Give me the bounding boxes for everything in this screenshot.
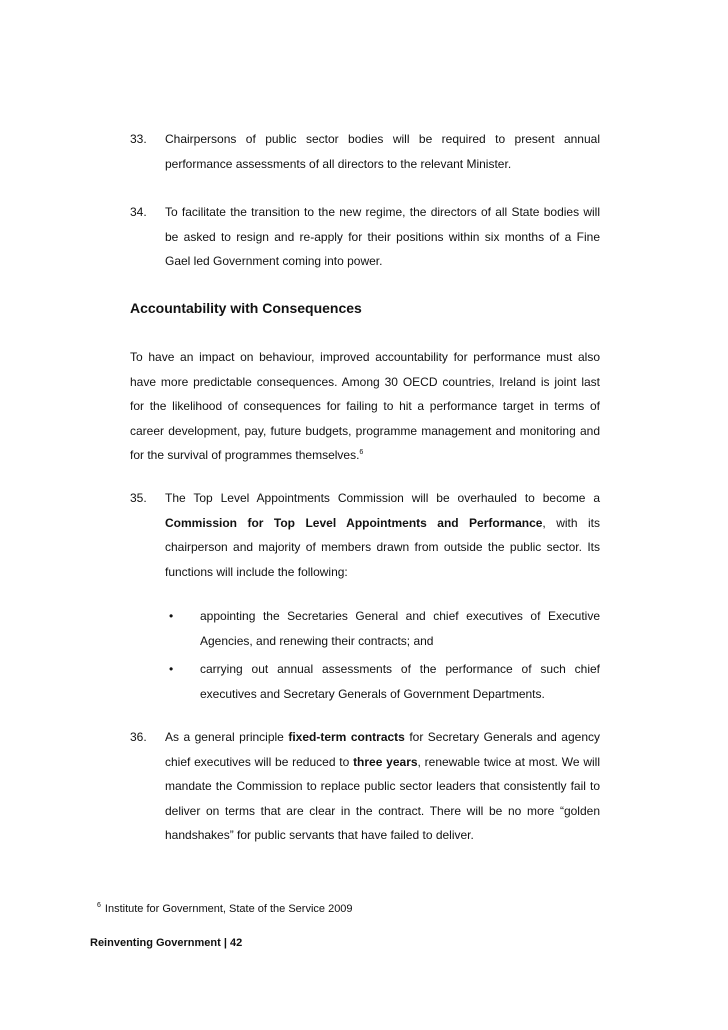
item-number: 34. [130, 205, 147, 219]
bullet-item [165, 604, 600, 653]
item-text [165, 725, 600, 848]
item-text-part: , renewable twice at most. We will mandate the Commission to replace public sector leaders that consistently fail to deliver on terms that are clear in the contract. There will be no more “golden handshakes” for public servants that have failed to deliver. [165, 754, 601, 842]
item-text [165, 486, 600, 584]
bullet-item [165, 657, 600, 706]
item-number: 35. [130, 491, 147, 505]
section-paragraph [130, 345, 600, 468]
item-text-part: , with its chairperson and majority of members drawn from outside the public sector. Its functions will include the following: [165, 515, 600, 579]
bullet-icon: • [169, 609, 174, 623]
item-34 [130, 200, 600, 274]
bullet-text: appointing the Secretaries General and chief executives of Executive Agencies, and renewing their contracts; and [200, 609, 600, 648]
item-text-part: The Top Level Appointments Commission will be overhauled to become a [165, 491, 600, 505]
item-text-part: As a general principle [165, 730, 289, 744]
item-36 [130, 725, 600, 848]
item-text: To facilitate the transition to the new regime, the directors of all State bodies will be asked to resign and re-apply for their positions within six months of a Fine Gael led Government coming into power. [165, 205, 600, 268]
bullet-text: carrying out annual assessments of the performance of such chief executives and Secretary Generals of Government Departments. [200, 662, 600, 701]
item-text: Chairpersons of public sector bodies will be required to present annual performance assessments of all directors to the relevant Minister. [165, 132, 600, 171]
item-35 [130, 486, 600, 584]
item-33 [130, 127, 600, 176]
footnote-number: 6 [97, 902, 101, 910]
bullet-list [165, 604, 600, 706]
bullet-icon: • [169, 662, 174, 676]
item-number: 36. [130, 730, 147, 744]
footnote-reference: 6 [359, 449, 364, 456]
commission-name: Commission for Top Level Appointments and Performance [165, 515, 543, 530]
item-number: 33. [130, 132, 147, 146]
footnote-text: Institute for Government, State of the Service 2009 [104, 903, 353, 915]
footnote [97, 903, 353, 915]
item-text-part: for Secretary Generals and agency chief executives will be reduced to [165, 730, 601, 769]
paragraph-text: To have an impact on behaviour, improved accountability for performance must also have more predictable consequences. Among 30 OECD countries, Ireland is joint last for the likelihood of consequences for failing to hit a performance target in terms of career development, pay, future budgets, programme management and monitoring and for the survival of programmes themselves. [130, 350, 600, 462]
emphasis-three-years: three years [353, 754, 418, 769]
emphasis-fixed-term: fixed-term contracts [288, 730, 405, 744]
section-heading: Accountability with Consequences [130, 300, 362, 316]
page-footer: Reinventing Government | 42 [90, 937, 243, 949]
